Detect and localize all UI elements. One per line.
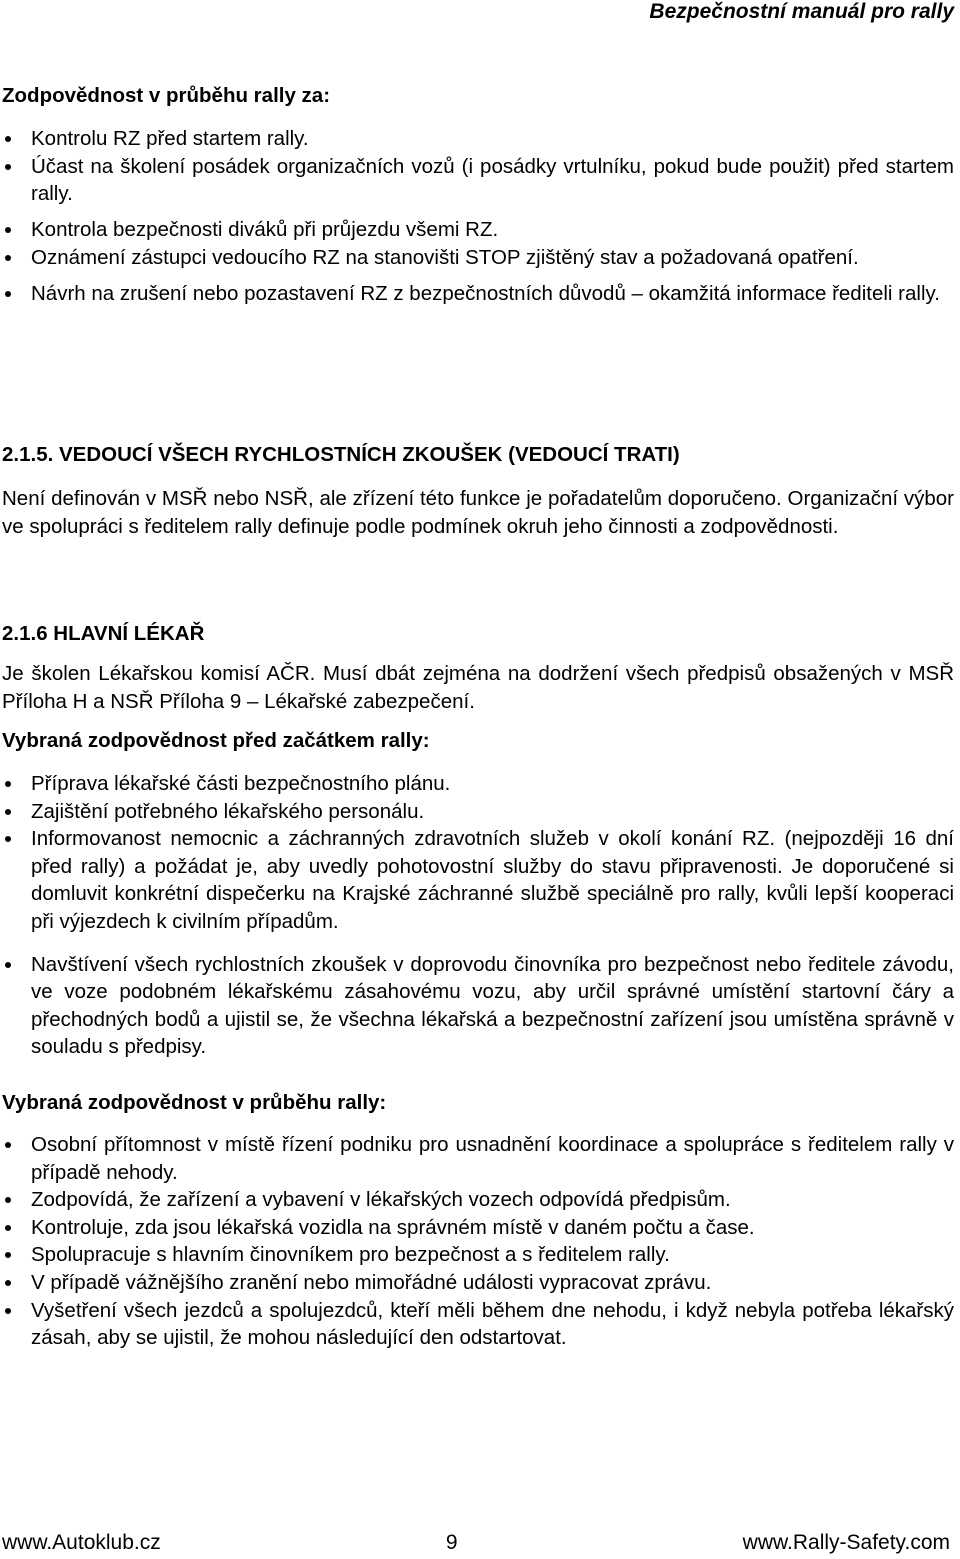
list-item: Kontrola bezpečnosti diváků při průjezdu všemi RZ. bbox=[2, 216, 954, 244]
list-item: Oznámení zástupci vedoucího RZ na stanovišti STOP zjištěný stav a požadovaná opatření. bbox=[2, 244, 954, 272]
section-heading-2-1-6: 2.1.6 HLAVNÍ LÉKAŘ bbox=[2, 622, 205, 645]
list-item: Spolupracuje s hlavním činovníkem pro bezpečnost a s ředitelem rally. bbox=[2, 1241, 954, 1269]
section-2-1-6-paragraph: Je školen Lékařskou komisí AČR. Musí dbát zejména na dodržení všech předpisů obsažených v MSŘ Příloha H a NSŘ Příloha 9 – Lékařské zabezpečení. bbox=[2, 662, 954, 713]
list-item: V případě vážnějšího zranění nebo mimořádné události vypracovat zprávu. bbox=[2, 1269, 954, 1297]
list-item: Kontrolu RZ před startem rally. bbox=[2, 125, 954, 153]
before-rally-list bbox=[2, 770, 954, 1061]
section-heading-responsibility-during-rally: Zodpovědnost v průběhu rally za: bbox=[2, 84, 331, 107]
section-2-1-5-paragraph: Není definován v MSŘ nebo NSŘ, ale zřízení této funkce je pořadatelům doporučeno. Organizační výbor ve spolupráci s ředitelem rally definuje podle podmínek okruh jeho činnosti a zodpovědnosti. bbox=[2, 487, 954, 538]
footer-right-url: www.Rally-Safety.com bbox=[742, 1531, 950, 1554]
footer-left-url: www.Autoklub.cz bbox=[2, 1531, 161, 1554]
section-heading-2-1-5: 2.1.5. VEDOUCÍ VŠECH RYCHLOSTNÍCH ZKOUŠEK (VEDOUCÍ TRATI) bbox=[2, 443, 680, 466]
running-header: Bezpečnostní manuál pro rally bbox=[649, 0, 954, 23]
subheading-during-rally: Vybraná zodpovědnost v průběhu rally: bbox=[2, 1091, 387, 1114]
during-rally-list bbox=[2, 1131, 954, 1352]
list-item: Zodpovídá, že zařízení a vybavení v lékařských vozech odpovídá předpisům. bbox=[2, 1186, 954, 1214]
list-item: Zajištění potřebného lékařského personálu. bbox=[2, 798, 954, 826]
list-item: Návrh na zrušení nebo pozastavení RZ z bezpečnostních důvodů – okamžitá informace řediteli rally. bbox=[2, 280, 954, 308]
page-footer bbox=[2, 1531, 950, 1555]
subheading-before-rally: Vybraná zodpovědnost před začátkem rally: bbox=[2, 729, 430, 752]
list-item: Účast na školení posádek organizačních vozů (i posádky vrtulníku, pokud bude použit) před startem rally. bbox=[2, 153, 954, 208]
rz-responsibility-list bbox=[2, 125, 954, 308]
list-item: Osobní přítomnost v místě řízení podniku pro usnadnění koordinace a spolupráce s ředitelem rally v případě nehody. bbox=[2, 1131, 954, 1186]
list-item: Příprava lékařské části bezpečnostního plánu. bbox=[2, 770, 954, 798]
list-item: Navštívení všech rychlostních zkoušek v doprovodu činovníka pro bezpečnost nebo ředitele závodu, ve voze podobném lékařskému zásahovému vozu, aby určil správné umístění startovní čáry a přechodných bodů a ujistil se, že všechna lékařská a bezpečnostní zařízení jsou umístěna správně v souladu s předpisy. bbox=[2, 951, 954, 1061]
list-item: Vyšetření všech jezdců a spolujezdců, kteří měli během dne nehodu, i když nebyla potřeba lékařský zásah, aby se ujistil, že mohou následující den odstartovat. bbox=[2, 1297, 954, 1352]
page-number: 9 bbox=[445, 1531, 458, 1554]
list-item: Informovanost nemocnic a záchranných zdravotních služeb v okolí konání RZ. (nejpozději 16 dní před rally) a požádat je, aby uvedly pohotovostní služby do stavu připravenosti. Je doporučené si domluvit konkrétní dispečerku na Krajské záchranné službě speciálně pro rally, kvůli lepší kooperaci při výjezdech k civilním případům. bbox=[2, 825, 954, 935]
list-item: Kontroluje, zda jsou lékařská vozidla na správném místě v daném počtu a čase. bbox=[2, 1214, 954, 1242]
